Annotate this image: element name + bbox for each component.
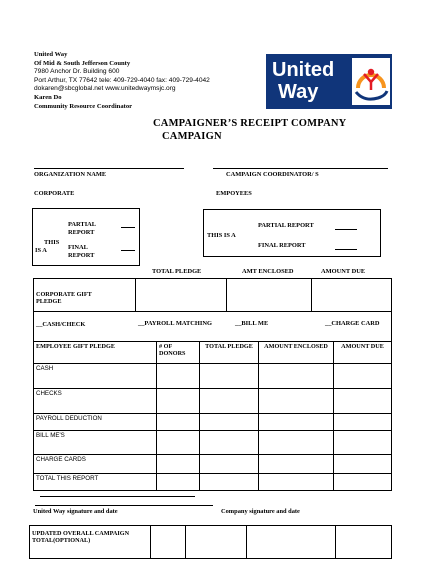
payroll-pledge-cell[interactable] (200, 414, 259, 431)
charge-pledge-cell[interactable] (200, 455, 259, 474)
total-donors-cell[interactable] (157, 474, 200, 491)
org-address1: 7980 Anchor Dr. Building 600 (34, 68, 120, 76)
donors-header: # OF DONORS (157, 342, 200, 364)
billme-pledge-cell[interactable] (200, 431, 259, 455)
row-label-cash: CASH (34, 364, 157, 389)
org-name-label: ORGANIZATION NAME (34, 171, 107, 178)
updated-pledge-cell[interactable] (186, 526, 247, 559)
total-enclosed-cell[interactable] (259, 474, 334, 491)
final-label: FINAL (68, 244, 88, 251)
employee-pledge-table (33, 341, 392, 491)
org-name-line[interactable] (34, 168, 184, 169)
org-contact: dokaren@sbcglobal.net www.unitedwaymsjc.org (34, 85, 176, 93)
table-amount-enclosed-header: AMOUNT ENCLOSED (259, 342, 334, 364)
payroll-enclosed-cell[interactable] (259, 414, 334, 431)
corporate-total-pledge-cell[interactable] (136, 279, 227, 312)
org-role: Community Resource Coordinator (34, 102, 133, 110)
united-way-signature-line[interactable] (40, 496, 195, 497)
cash-enclosed-cell[interactable] (259, 364, 334, 389)
coordinator-line[interactable] (213, 168, 388, 169)
org-line2: Of Mid & South Jefferson County (34, 59, 131, 67)
hand-rainbow-icon (352, 58, 390, 105)
total-pledge-cell[interactable] (200, 474, 259, 491)
company-signature-label: Company signature and date (221, 508, 300, 515)
united-way-signature-label: United Way signature and date (33, 508, 118, 515)
corporate-report-box (32, 208, 140, 266)
row-label-total: TOTAL THIS REPORT (34, 474, 157, 491)
this-is-a-label: THIS IS A (207, 232, 236, 239)
total-optional-label: TOTAL(OPTIONAL) (32, 537, 91, 545)
cash-check-option[interactable]: __CASH/CHECK (36, 321, 86, 328)
employee-gift-pledge-header: EMPLOYEE GIFT PLEDGE (34, 342, 157, 364)
corporate-gift-label-cell (34, 279, 136, 312)
payment-border-right (391, 311, 392, 341)
partial-report-label: REPORT (68, 229, 95, 236)
total-due-cell[interactable] (334, 474, 392, 491)
corporate-gift-pledge-label: PLEDGE (36, 298, 62, 306)
employee-report-box (203, 209, 381, 257)
final-report-label: REPORT (68, 252, 95, 259)
this-label: THIS (44, 239, 60, 246)
updated-total-table (29, 525, 392, 559)
charge-enclosed-cell[interactable] (259, 455, 334, 474)
org-person: Karen Do (34, 93, 62, 101)
org-header (34, 51, 210, 111)
amt-enclosed-header: AMT ENCLOSED (242, 268, 294, 275)
updated-enclosed-cell[interactable] (247, 526, 336, 559)
partial-label: PARTIAL (68, 221, 97, 228)
final-blank[interactable] (121, 250, 135, 251)
coordinator-label: CAMPAIGN COORDINATOR/ S (226, 171, 319, 178)
billme-enclosed-cell[interactable] (259, 431, 334, 455)
payroll-matching-option[interactable]: __PAYROLL MATCHING (138, 320, 212, 327)
corporate-amount-due-cell[interactable] (312, 279, 392, 312)
logo-line2: Way (278, 81, 319, 103)
row-label-checks: CHECKS (34, 389, 157, 414)
billme-donors-cell[interactable] (157, 431, 200, 455)
partial-blank[interactable] (121, 227, 135, 228)
payment-border-left (33, 311, 34, 341)
cash-due-cell[interactable] (334, 364, 392, 389)
final-blank-right[interactable] (335, 249, 357, 250)
is-a-label: IS A (35, 247, 47, 254)
charge-due-cell[interactable] (334, 455, 392, 474)
united-way-logo (266, 54, 392, 109)
checks-due-cell[interactable] (334, 389, 392, 414)
logo-line1: United (272, 59, 335, 81)
updated-total-label: UPDATED OVERALL CAMPAIGN (32, 530, 130, 537)
cash-pledge-cell[interactable] (200, 364, 259, 389)
charge-donors-cell[interactable] (157, 455, 200, 474)
updated-total-label-cell (30, 526, 151, 559)
table-total-pledge-header: TOTAL PLEDGE (200, 342, 259, 364)
org-line1: United Way (34, 51, 68, 58)
charge-card-option[interactable]: __CHARGE CARD (325, 320, 380, 327)
checks-donors-cell[interactable] (157, 389, 200, 414)
corporate-gift-label: CORPORATE GIFT (36, 291, 92, 298)
table-amount-due-header: AMOUNT DUE (334, 342, 392, 364)
billme-due-cell[interactable] (334, 431, 392, 455)
corporate-gift-table (33, 278, 392, 312)
checks-enclosed-cell[interactable] (259, 389, 334, 414)
updated-due-cell[interactable] (336, 526, 392, 559)
cash-donors-cell[interactable] (157, 364, 200, 389)
corporate-label: CORPORATE (34, 190, 75, 197)
final-report-label-right: FINAL REPORT (258, 242, 306, 249)
page-title-line2: CAMPAIGN (162, 131, 222, 142)
org-address2: Port Arthur, TX 77642 tele: 409-729-4040 fax: 409-729-4042 (34, 76, 210, 84)
signature-line-long[interactable] (35, 505, 213, 506)
row-label-payroll: PAYROLL DEDUCTION (34, 414, 157, 431)
row-label-bill-me: BILL ME'S (34, 431, 157, 455)
payroll-due-cell[interactable] (334, 414, 392, 431)
corporate-amt-enclosed-cell[interactable] (227, 279, 312, 312)
updated-donors-cell[interactable] (151, 526, 186, 559)
checks-pledge-cell[interactable] (200, 389, 259, 414)
total-pledge-header: TOTAL PLEDGE (152, 268, 202, 275)
row-label-charge-cards: CHARGE CARDS (34, 455, 157, 474)
bill-me-option[interactable]: __BILL ME (235, 320, 269, 327)
page-title: CAMPAIGNER’S RECEIPT COMPANY (153, 118, 347, 129)
amount-due-header: AMOUNT DUE (321, 268, 366, 275)
partial-report-label-right: PARTIAL REPORT (258, 222, 314, 229)
partial-blank-right[interactable] (335, 229, 357, 230)
payroll-donors-cell[interactable] (157, 414, 200, 431)
employees-label: EMPOYEES (216, 190, 252, 197)
